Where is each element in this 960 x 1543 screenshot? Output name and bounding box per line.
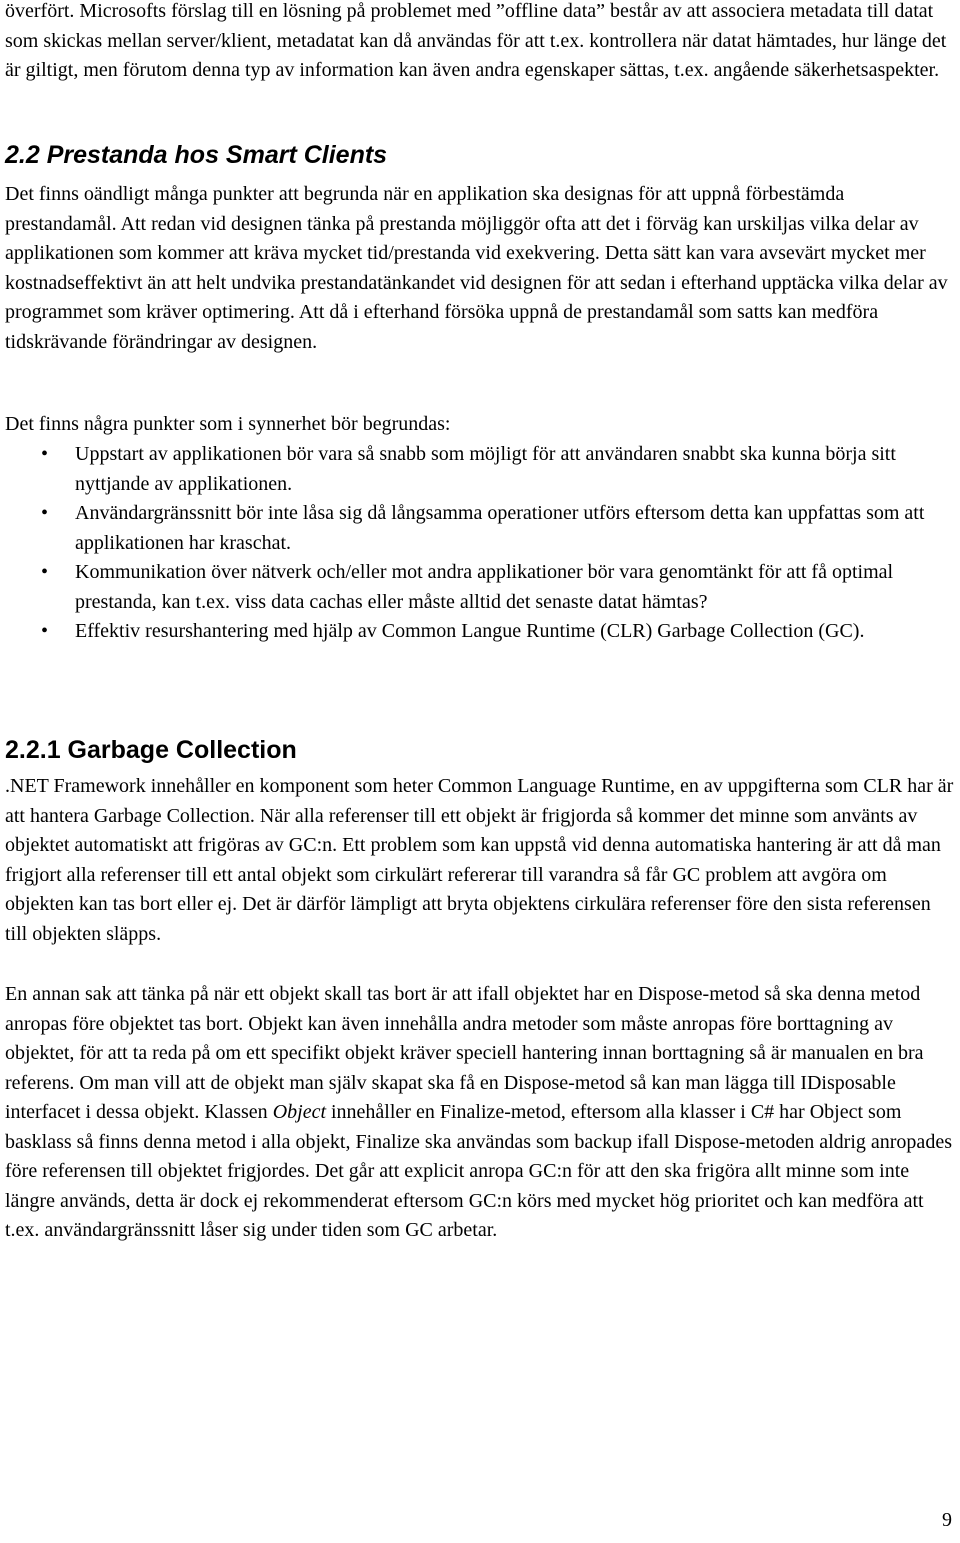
list-item xyxy=(0,499,955,558)
list-item-text: Effektiv resurshantering med hjälp av Common Langue Runtime (CLR) Garbage Collection (GC). xyxy=(75,620,865,642)
bullet-icon: • xyxy=(41,561,49,583)
bullet-icon: • xyxy=(41,502,49,524)
gc-paragraph-2 xyxy=(5,980,955,1246)
bullet-icon: • xyxy=(41,620,49,642)
gc-paragraph-1: .NET Framework innehåller en komponent som heter Common Language Runtime, en av uppgifterna som CLR har är att hantera Garbage Collection. När alla referenser till ett objekt är frigjorda så kommer det minne som använts av objektet automatiskt att frigöras av GC:n. Ett problem som kan uppstå vid denna automatiska hantering är att då man frigjort alla referenser till ett antal objekt som cirkulärt refererar till varandra så får GC problem att avgöra om objekten kan tas bort eller ej. Det är därför lämpligt att bryta objektens cirkulära referenser före den sista referensen till objekten släpps. xyxy=(5,775,954,945)
page-number: 9 xyxy=(942,1509,952,1531)
bullet-list xyxy=(0,440,955,647)
list-item xyxy=(0,617,955,647)
list-item-text: Användargränssnitt bör inte låsa sig då långsamma operationer utförs eftersom detta kan uppfattas som att applikationen har kraschat. xyxy=(75,502,925,554)
list-item xyxy=(0,558,955,617)
list-intro-paragraph: Det finns några punkter som i synnerhet bör begrundas: xyxy=(5,413,451,435)
gc-paragraph-2-part-1: En annan sak att tänka på när ett objekt skall tas bort är att ifall objektet har en Dispose-metod så ska denna metod anropas före objektet tas bort. Objekt kan även innehålla andra metoder som måste anropas före borttagning av objektet, för att ta reda på om ett specifikt objekt kräver speciell hantering innan borttagning så är manualen en bra referens. Om man vill att de objekt man själv skapat ska få en Dispose-metod så kan man lägga till IDisposable interfacet i dessa objekt. Klassen xyxy=(5,983,924,1123)
prestanda-paragraph: Det finns oändligt många punkter att begrunda när en applikation ska designas för att uppnå förbestämda prestandamål. Att redan vid designen tänka på prestanda möjliggör ofta att det i förväg kan urskiljas vilka delar av applikationen som kommer att kräva mycket tid/prestanda vid exekvering. Detta sätt kan vara avsevärt mycket mer kostnadseffektivt än att helt undvika prestandatänkandet vid designen för att sedan i efterhand upptäcka vilka delar av programmet som kräver optimering. Att då i efterhand försöka uppnå de prestandamål som satts kan medföra tidskrävande förändringar av designen. xyxy=(5,183,948,353)
list-item-text: Kommunikation över nätverk och/eller mot andra applikationer bör vara genomtänkt för att få optimal prestanda, kan t.ex. viss data cachas eller måste alltid det senaste datat hämtas? xyxy=(75,561,894,613)
section-heading-prestanda: 2.2 Prestanda hos Smart Clients xyxy=(5,141,388,169)
list-item-text: Uppstart av applikationen bör vara så snabb som möjligt för att användaren snabbt ska kunna börja sitt nyttjande av applikationen. xyxy=(75,443,896,495)
object-class-name: Object xyxy=(272,1101,326,1123)
section-heading-garbage-collection: 2.2.1 Garbage Collection xyxy=(5,736,297,764)
gc-paragraph-2-part-2: innehåller en Finalize-metod, eftersom alla klasser i C# har Object som basklass så finns denna metod i alla objekt, Finalize ska användas som backup ifall Dispose-metoden aldrig anropades före referensen till objektet frigjordes. Det går att explicit anropa GC:n för att den ska frigöra allt minne som inte längre används, detta är dock ej rekommenderat eftersom GC:n körs med mycket hög prioritet och kan medföra att t.ex. användargränssnitt låser sig under tiden som GC arbetar. xyxy=(5,1101,952,1241)
intro-paragraph: överfört. Microsofts förslag till en lösning på problemet med ”offline data” består av att associera metadata till datat som skickas mellan server/klient, metadatat kan då användas för att t.ex. kontrollera när datat hämtades, hur länge det är giltigt, men förutom denna typ av information kan även andra egenskaper sättas, t.ex. angående säkerhetsaspekter. xyxy=(5,0,947,81)
list-item xyxy=(0,440,955,499)
bullet-icon: • xyxy=(41,443,49,465)
